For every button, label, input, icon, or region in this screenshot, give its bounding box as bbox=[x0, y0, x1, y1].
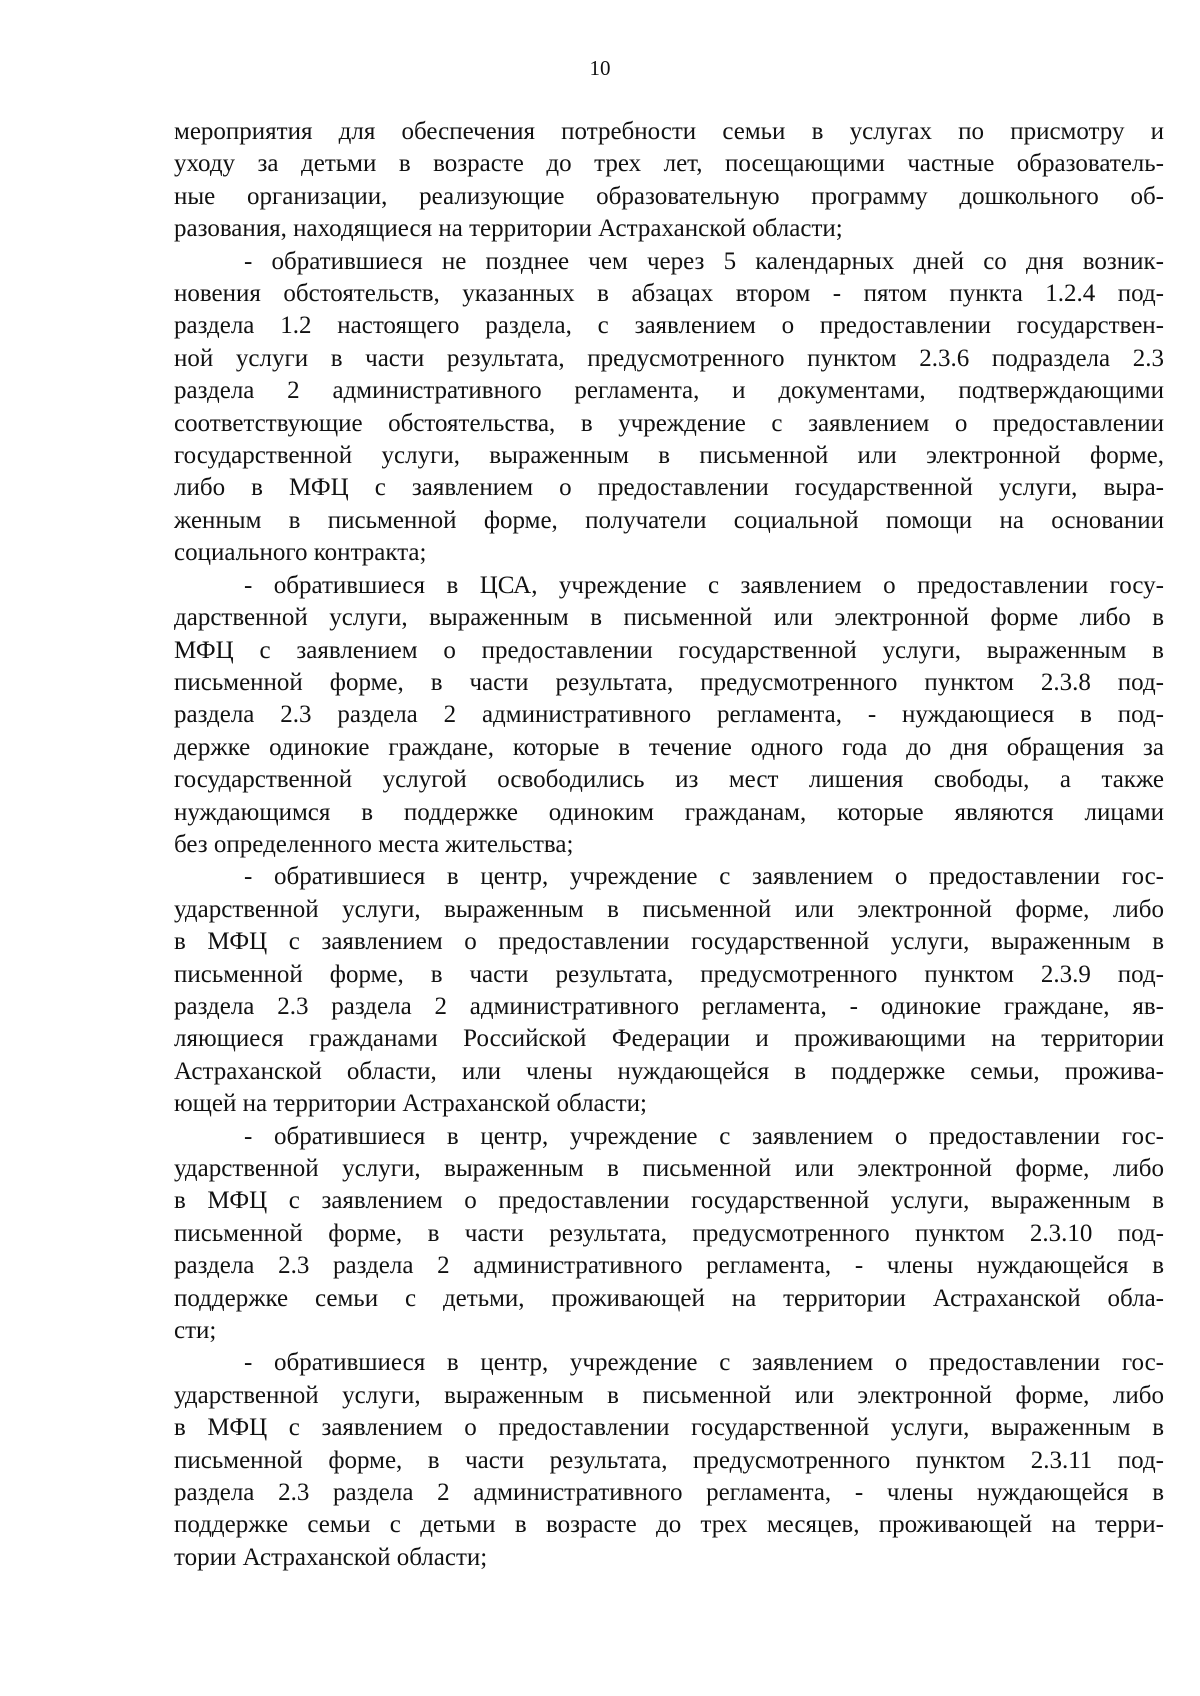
text-line: ющей на территории Астраханской области; bbox=[174, 1090, 647, 1118]
text-line: поддержке семьи с детьми в возрасте до трех месяцев, проживающей на терри- bbox=[174, 1511, 1164, 1539]
text-line: разования, находящиеся на территории Астраханской области; bbox=[174, 215, 843, 243]
text-line: ные организации, реализующие образовательную программу дошкольного об- bbox=[174, 182, 1164, 210]
paragraph bbox=[174, 116, 1164, 246]
text-line: раздела 2.3 раздела 2 административного регламента, - члены нуждающейся в bbox=[174, 1479, 1164, 1507]
text-line: раздела 1.2 настоящего раздела, с заявлением о предоставлении государствен- bbox=[174, 312, 1164, 340]
text-line: без определенного места жительства; bbox=[174, 830, 574, 858]
text-line: - обратившиеся в центр, учреждение с заявлением о предоставлении гос- bbox=[244, 1349, 1164, 1377]
paragraph bbox=[174, 1121, 1164, 1348]
text-line: в МФЦ с заявлением о предоставлении государственной услуги, выраженным в bbox=[174, 1414, 1164, 1442]
text-line: уходу за детьми в возрасте до трех лет, посещающими частные образователь- bbox=[174, 150, 1164, 178]
text-line: - обратившиеся в центр, учреждение с заявлением о предоставлении гос- bbox=[244, 1122, 1164, 1150]
text-line: письменной форме, в части результата, предусмотренного пунктом 2.3.10 под- bbox=[174, 1219, 1164, 1247]
paragraph bbox=[174, 570, 1164, 862]
text-line: ударственной услуги, выраженным в письменной или электронной форме, либо bbox=[174, 1155, 1164, 1182]
text-line: новения обстоятельств, указанных в абзацах втором - пятом пункта 1.2.4 под- bbox=[174, 280, 1164, 308]
text-line: в МФЦ с заявлением о предоставлении государственной услуги, выраженным в bbox=[174, 1187, 1164, 1215]
text-line: - обратившиеся в центр, учреждение с заявлением о предоставлении гос- bbox=[244, 863, 1164, 891]
text-line: государственной услуги, выраженным в письменной или электронной форме, bbox=[174, 442, 1164, 470]
text-line: поддержке семьи с детьми, проживающей на территории Астраханской обла- bbox=[174, 1284, 1164, 1312]
text-line: - обратившиеся в ЦСА, учреждение с заявлением о предоставлении госу- bbox=[244, 571, 1164, 599]
paragraph bbox=[174, 861, 1164, 1120]
text-line: раздела 2.3 раздела 2 административного регламента, - нуждающиеся в под- bbox=[174, 701, 1164, 729]
text-line: держке одинокие граждане, которые в течение одного года до дня обращения за bbox=[174, 733, 1164, 761]
text-line: письменной форме, в части результата, предусмотренного пунктом 2.3.8 под- bbox=[174, 668, 1164, 696]
text-line: Астраханской области, или члены нуждающейся в поддержке семьи, прожива- bbox=[174, 1057, 1164, 1085]
text-line: соответствующие обстоятельства, в учреждение с заявлением о предоставлении bbox=[174, 409, 1164, 437]
text-line: МФЦ с заявлением о предоставлении государственной услуги, выраженным в bbox=[174, 636, 1164, 664]
text-line: - обратившиеся не позднее чем через 5 календарных дней со дня возник- bbox=[244, 247, 1164, 275]
text-line: тории Астраханской области; bbox=[174, 1543, 488, 1571]
text-line: либо в МФЦ с заявлением о предоставлении государственной услуги, выра- bbox=[174, 474, 1164, 502]
text-line: женным в письменной форме, получатели социальной помощи на основании bbox=[174, 506, 1164, 534]
text-line: раздела 2.3 раздела 2 административного регламента, - члены нуждающейся в bbox=[174, 1252, 1164, 1280]
text-line: социального контракта; bbox=[174, 539, 427, 567]
text-line: ной услуги в части результата, предусмотренного пунктом 2.3.6 подраздела 2.3 bbox=[174, 344, 1164, 372]
text-line: раздела 2 административного регламента, и документами, подтверждающими bbox=[174, 377, 1164, 405]
paragraph bbox=[174, 1347, 1164, 1574]
text-line: ляющиеся гражданами Российской Федерации и проживающими на территории bbox=[174, 1025, 1164, 1053]
document-body bbox=[174, 116, 1164, 1574]
text-line: письменной форме, в части результата, предусмотренного пунктом 2.3.9 под- bbox=[174, 960, 1164, 988]
text-line: в МФЦ с заявлением о предоставлении государственной услуги, выраженным в bbox=[174, 928, 1164, 956]
text-line: ударственной услуги, выраженным в письменной или электронной форме, либо bbox=[174, 1381, 1164, 1409]
text-line: нуждающимся в поддержке одиноким гражданам, которые являются лицами bbox=[174, 798, 1164, 826]
text-line: мероприятия для обеспечения потребности семьи в услугах по присмотру и bbox=[174, 118, 1164, 145]
text-line: дарственной услуги, выраженным в письменной или электронной форме либо в bbox=[174, 604, 1164, 632]
text-line: раздела 2.3 раздела 2 административного регламента, - одинокие граждане, яв- bbox=[174, 992, 1164, 1020]
text-line: письменной форме, в части результата, предусмотренного пунктом 2.3.11 под- bbox=[174, 1446, 1164, 1474]
text-line: государственной услугой освободились из мест лишения свободы, а также bbox=[174, 766, 1164, 794]
text-line: сти; bbox=[174, 1317, 217, 1345]
text-line: ударственной услуги, выраженным в письменной или электронной форме, либо bbox=[174, 895, 1164, 923]
paragraph bbox=[174, 246, 1164, 570]
page-number: 10 bbox=[589, 56, 611, 80]
